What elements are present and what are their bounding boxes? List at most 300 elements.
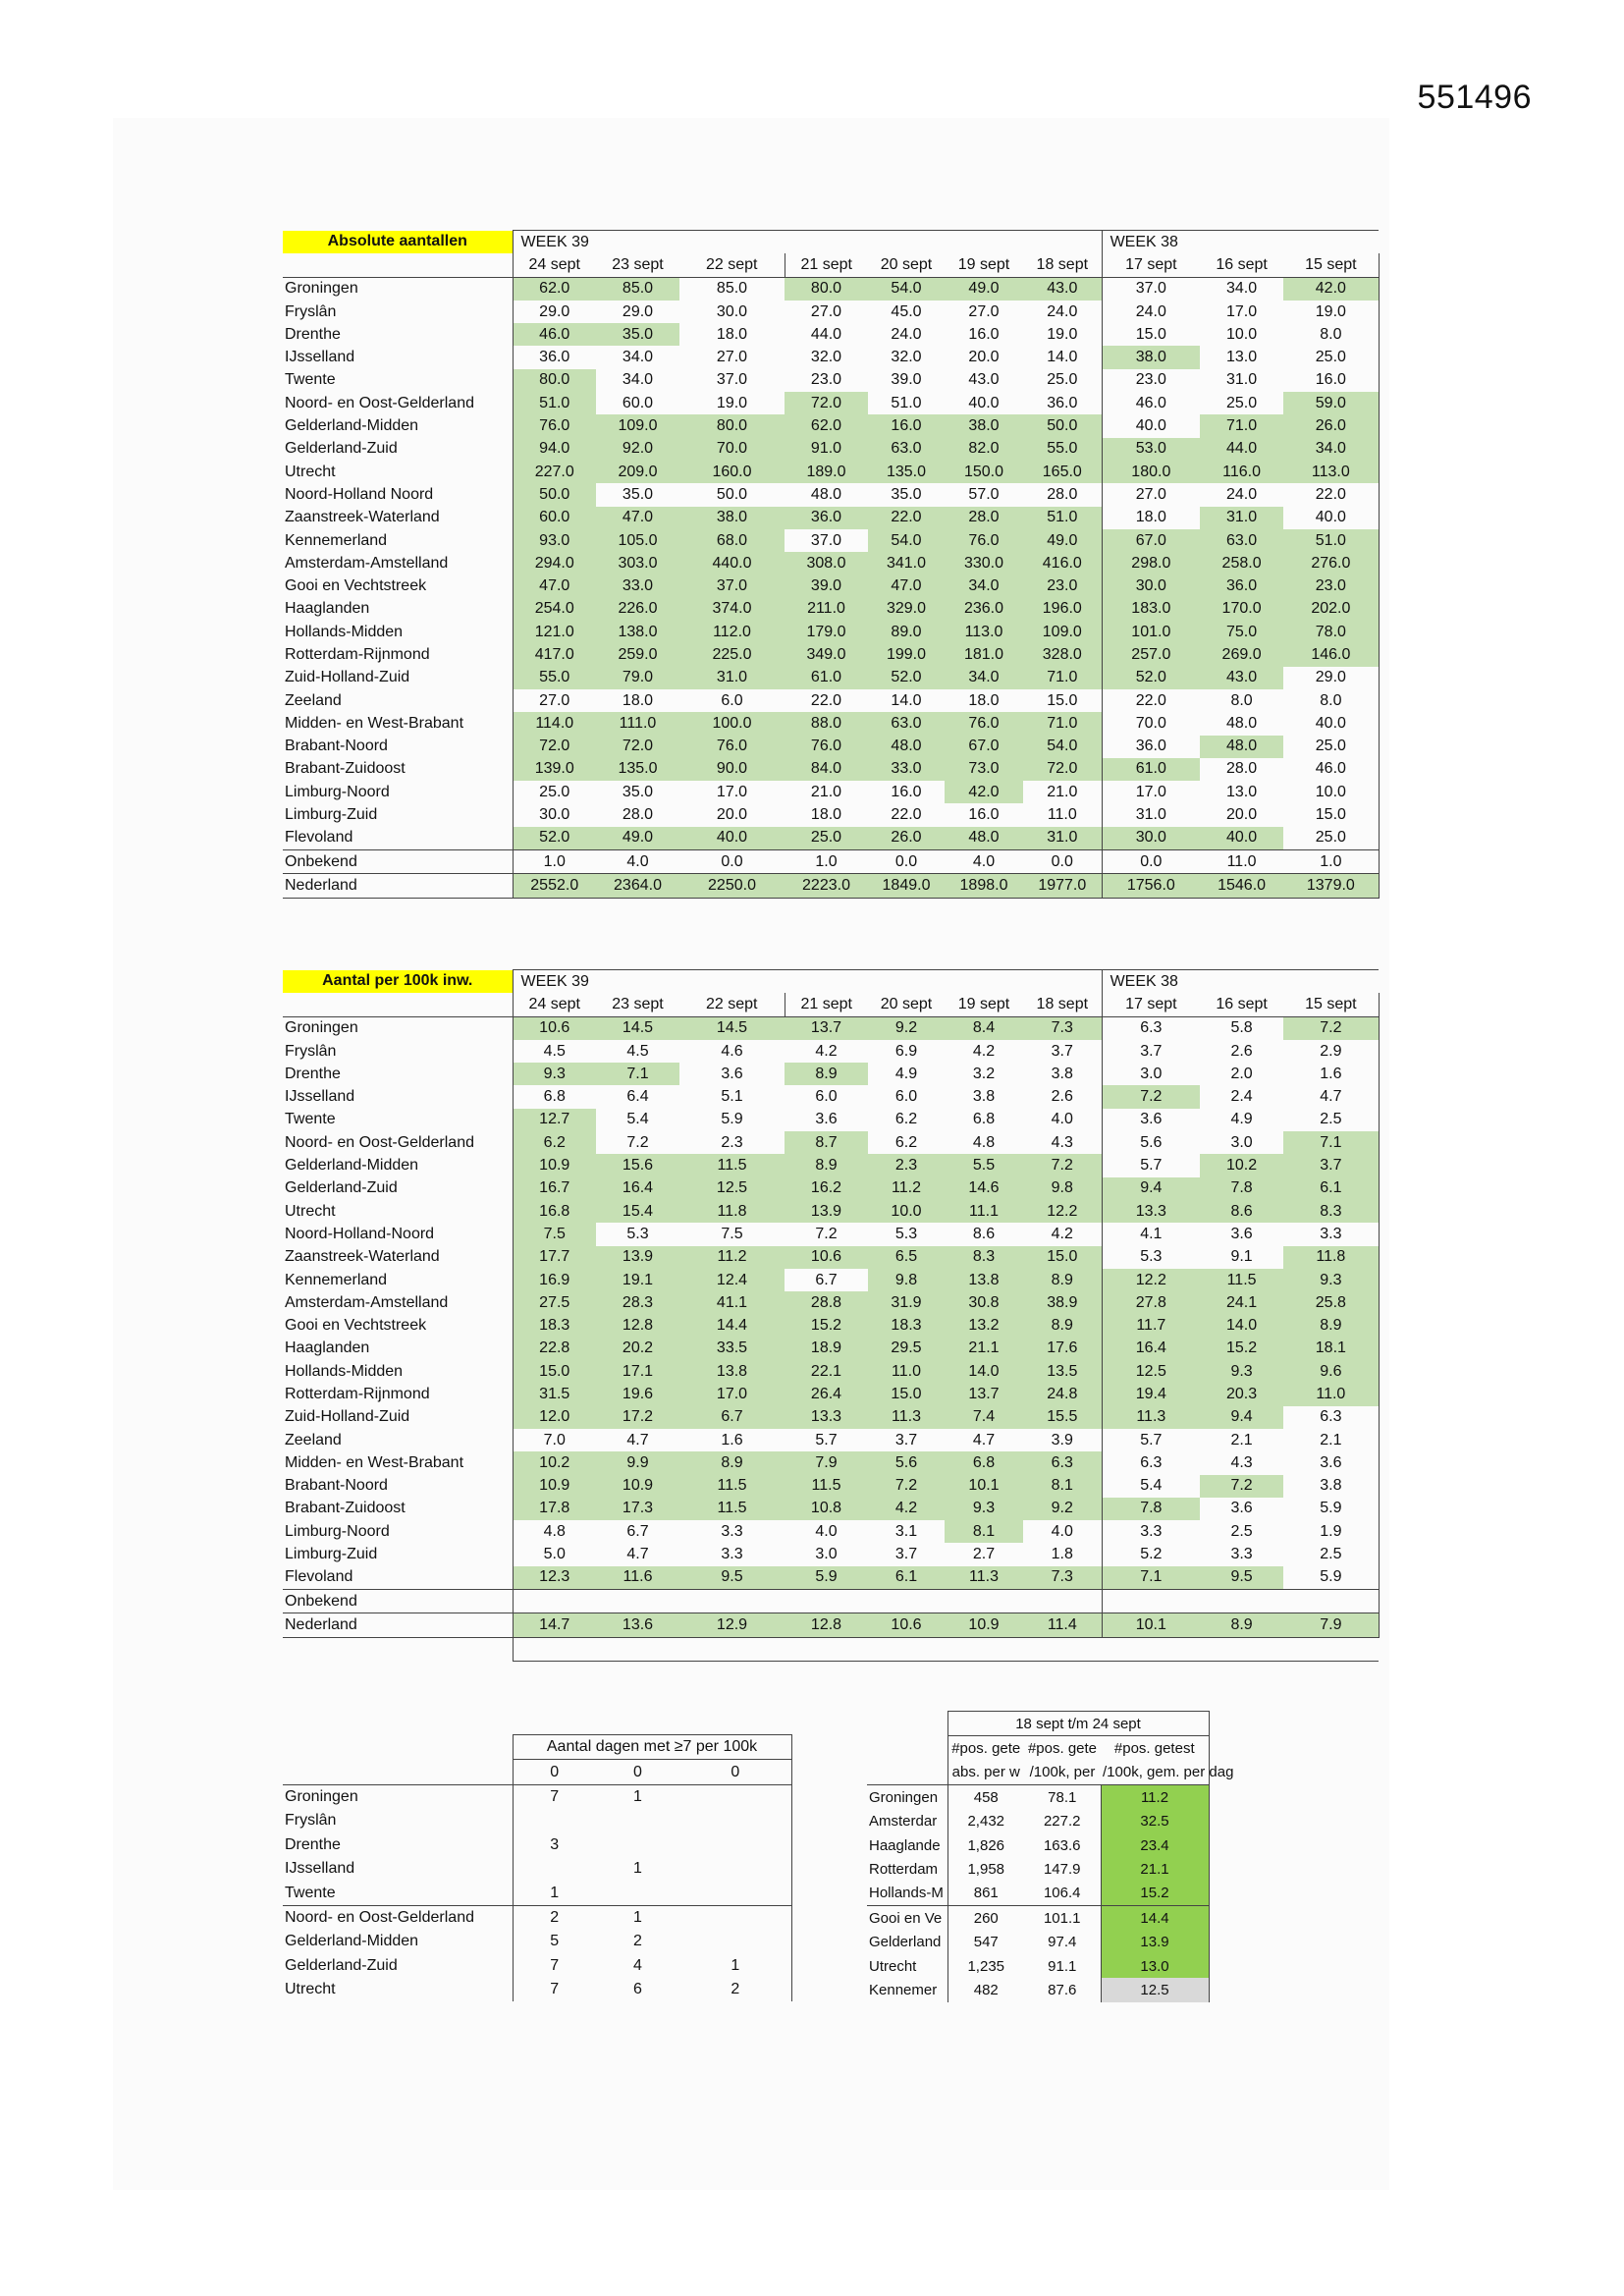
cell-value: 6.8	[945, 1451, 1023, 1474]
cell-value: 25.8	[1283, 1291, 1379, 1314]
summary-title-row	[867, 1712, 1209, 1736]
cell-value: 7.5	[721, 1225, 743, 1242]
cell-value: 179.0	[785, 621, 868, 643]
cell-value	[1200, 1590, 1283, 1613]
cell-value: 7.2	[868, 1475, 945, 1498]
cell-value: 3.8	[1283, 1475, 1379, 1498]
cell-value: 8.6	[972, 1225, 996, 1242]
cell-value: 10.1	[945, 1475, 1023, 1498]
cell-value: 1849.0	[868, 874, 945, 898]
cell-value: 5.5	[945, 1154, 1023, 1176]
cell-value: 13.7	[785, 1016, 868, 1040]
region-name: Rotterdam	[869, 1861, 939, 1879]
cell-value: 4.0	[1051, 1522, 1073, 1540]
cell-value: 6.0	[815, 1088, 838, 1106]
cell-value: 9.3	[513, 1063, 596, 1085]
cell-value: 35.0	[622, 783, 654, 800]
cell-value: 2364.0	[596, 874, 679, 898]
cell-value: 9.4	[1102, 1177, 1200, 1200]
cell-value: 40.0	[1200, 827, 1283, 850]
cell-value: 2.3	[721, 1133, 743, 1151]
cell-value: 55.0	[1023, 438, 1102, 461]
region-name: Flevoland	[285, 829, 353, 847]
cell-value: 62.0	[785, 414, 868, 437]
cell-value: 92.0	[596, 438, 679, 461]
cell-value: 6.4	[626, 1088, 649, 1106]
cell-value: 9.9	[596, 1451, 679, 1474]
cell-value: 15.2	[785, 1314, 868, 1337]
days-subheader: 0	[679, 1760, 791, 1784]
cell-value: 5.3	[1102, 1246, 1200, 1269]
cell-value: 44.0	[1200, 438, 1283, 461]
cell-value: 260	[947, 1906, 1024, 1931]
cell-value: 209.0	[596, 461, 679, 483]
region-name: Twente	[285, 1111, 336, 1128]
cell-value: 17.6	[1023, 1338, 1102, 1360]
cell-value: 12.8	[785, 1613, 868, 1637]
cell-value: 42.0	[945, 781, 1023, 803]
table-row	[867, 1810, 1209, 1833]
region-name: Midden- en West-Brabant	[285, 1453, 464, 1471]
region-name: Noord- en Oost-Gelderland	[283, 1905, 513, 1930]
cell-value: 91.1	[1048, 1957, 1077, 1975]
table-row	[283, 1451, 1379, 1474]
cell-value: 2250.0	[679, 874, 785, 898]
cell-value: 109.0	[596, 414, 679, 437]
date-header: 15 sept	[1283, 993, 1379, 1016]
cell-value: 5.2	[1102, 1543, 1200, 1565]
cell-value: 54.0	[868, 277, 945, 301]
cell-value: 18.0	[622, 691, 654, 709]
cell-value: 29.5	[868, 1338, 945, 1360]
cell-value: 16.4	[596, 1177, 679, 1200]
cell-value: 3.7	[1051, 1042, 1073, 1060]
weekly-summary-table	[867, 1711, 1234, 2002]
cell-value: 87.6	[1048, 1981, 1077, 1998]
cell-value: 18.3	[868, 1314, 945, 1337]
cell-value: 6.1	[868, 1566, 945, 1590]
cell-value: 1.0	[1283, 850, 1379, 874]
cell-value: 12.5	[679, 1177, 785, 1200]
cell-value: 1.6	[721, 1431, 743, 1449]
cell-value: 46.0	[513, 323, 596, 346]
cell-value	[1023, 1590, 1102, 1613]
table-row	[283, 621, 1379, 643]
cell-value: 2.7	[972, 1546, 996, 1563]
cell-value: 3.3	[1230, 1546, 1253, 1563]
cell-value: 15.0	[1023, 1246, 1102, 1269]
cell-value: 3.2	[972, 1065, 996, 1082]
week-b-label: WEEK 38	[1102, 231, 1379, 254]
cell-value: 52.0	[513, 827, 596, 850]
cell-value: 40.0	[1283, 507, 1379, 529]
cell-value: 135.0	[868, 461, 945, 483]
cell-value: 5.9	[785, 1566, 868, 1590]
cell-value: 84.0	[785, 758, 868, 781]
cell-value: 24.0	[891, 325, 922, 343]
cell-value: 63.0	[868, 438, 945, 461]
blank-cell	[283, 1637, 513, 1661]
table-row	[283, 1246, 1379, 1269]
cell-value: 180.0	[1102, 461, 1200, 483]
cell-value: 15.0	[1102, 323, 1200, 346]
table-row	[283, 301, 1379, 323]
cell-value: 12.2	[1023, 1200, 1102, 1223]
cell-value: 9.8	[868, 1269, 945, 1291]
cell-value: 49.0	[1023, 529, 1102, 552]
cell-value: 113.0	[945, 621, 1023, 643]
cell-value: 440.0	[679, 552, 785, 574]
cell-value: 37.0	[716, 371, 748, 389]
cell-value: 15.2	[1200, 1338, 1283, 1360]
cell-value: 24.0	[1047, 302, 1078, 320]
table-row	[283, 1200, 1379, 1223]
cell-value: 32.0	[810, 349, 842, 366]
cell-value: 85.0	[596, 277, 679, 301]
table-row	[283, 1383, 1379, 1405]
cell-value: 2.1	[1230, 1431, 1253, 1449]
table-row	[867, 1785, 1209, 1810]
cell-value: 298.0	[1102, 552, 1200, 574]
cell-value: 8.9	[679, 1451, 785, 1474]
cell-value: 330.0	[945, 552, 1023, 574]
cell-value: 138.0	[596, 621, 679, 643]
cell-value: 2	[679, 1978, 791, 2001]
table-row	[283, 552, 1379, 574]
cell-value: 135.0	[596, 758, 679, 781]
cell-value: 17.0	[679, 1383, 785, 1405]
cell-value: 28.0	[945, 507, 1023, 529]
cell-value: 76.0	[945, 529, 1023, 552]
per-100k-table	[283, 969, 1380, 1662]
cell-value: 329.0	[868, 598, 945, 621]
summary-header: #pos. getest	[1101, 1736, 1209, 1761]
cell-value: 76.0	[945, 712, 1023, 735]
cell-value: 1546.0	[1200, 874, 1283, 898]
cell-value: 37.0	[1102, 277, 1200, 301]
cell-value: 4.9	[894, 1065, 918, 1082]
cell-value: 8.0	[1283, 689, 1379, 712]
cell-value: 17.3	[596, 1498, 679, 1520]
cell-value: 19.4	[1102, 1383, 1200, 1405]
cell-value: 22.0	[1102, 689, 1200, 712]
cell-value: 70.0	[679, 438, 785, 461]
cell-value: 27.0	[810, 302, 842, 320]
cell-value: 17.2	[596, 1406, 679, 1429]
cell-value: 60.0	[622, 394, 654, 411]
cell-value: 13.3	[785, 1406, 868, 1429]
table-row	[283, 1475, 1379, 1498]
cell-value: 2.6	[1230, 1042, 1253, 1060]
cell-value: 8.3	[945, 1246, 1023, 1269]
cell-value: 31.0	[679, 667, 785, 689]
cell-value: 226.0	[596, 598, 679, 621]
cell-value: 35.0	[622, 485, 654, 503]
blank-header	[867, 1712, 947, 1736]
cell-value: 36.0	[1200, 574, 1283, 597]
cell-value: 139.0	[513, 758, 596, 781]
cell-value	[785, 1590, 868, 1613]
table-row	[867, 1978, 1209, 2001]
region-name: Nederland	[283, 874, 513, 898]
region-name: Noord- en Oost-Gelderland	[285, 1133, 474, 1151]
cell-value: 34.0	[945, 574, 1023, 597]
cell-value: 416.0	[1023, 552, 1102, 574]
summary-header-row-2	[867, 1761, 1209, 1785]
cell-value: 11.2	[868, 1177, 945, 1200]
cell-value: 17.0	[716, 783, 748, 800]
cell-value: 17.1	[596, 1360, 679, 1383]
cell-value: 12.4	[679, 1269, 785, 1291]
cell-value: 328.0	[1023, 643, 1102, 666]
cell-value: 43.0	[968, 371, 1000, 389]
cell-value: 24.8	[1023, 1383, 1102, 1405]
cell-value: 165.0	[1023, 461, 1102, 483]
date-header: 23 sept	[596, 253, 679, 277]
cell-value: 9.4	[1200, 1406, 1283, 1429]
cell-value: 1,235	[947, 1954, 1024, 1978]
cell-value: 37.0	[679, 574, 785, 597]
cell-value: 72.0	[596, 736, 679, 758]
cell-value: 113.0	[1283, 461, 1379, 483]
cell-value: 3.8	[972, 1088, 996, 1106]
cell-value: 4.0	[596, 850, 679, 874]
summary-header: /100k, gem. per dag	[1101, 1761, 1209, 1785]
region-name: Gelderland-Midden	[285, 1933, 419, 1950]
cell-value: 48.0	[1226, 714, 1258, 732]
cell-value	[945, 1590, 1023, 1613]
cell-value: 30.0	[716, 302, 748, 320]
cell-value: 3.8	[1051, 1065, 1073, 1082]
cell-value: 6.2	[894, 1133, 918, 1151]
cell-value: 22.0	[810, 691, 842, 709]
cell-value: 27.5	[513, 1291, 596, 1314]
cell-value: 36.0	[1047, 394, 1078, 411]
cell-value: 51.0	[513, 392, 596, 414]
cell-value: 14.0	[1200, 1314, 1283, 1337]
cell-value: 31.0	[1200, 507, 1283, 529]
cell-value: 31.0	[1102, 803, 1200, 826]
cell-value: 1	[679, 1954, 791, 1978]
cell-value: 5.6	[1102, 1131, 1200, 1154]
cell-value: 19.0	[716, 394, 748, 411]
table-row	[867, 1954, 1209, 1978]
table-row	[283, 758, 1379, 781]
cell-value: 6.3	[1102, 1016, 1200, 1040]
region-name: Twente	[285, 371, 336, 389]
cell-value: 27.0	[1102, 483, 1200, 506]
region-name: Midden- en West-Brabant	[285, 714, 464, 732]
region-name: Noord- en Oost-Gelderland	[285, 394, 474, 411]
cell-value: 10.0	[1226, 325, 1258, 343]
table-row	[283, 438, 1379, 461]
cell-value: 16.4	[1102, 1338, 1200, 1360]
cell-value: 3.7	[894, 1431, 918, 1449]
table-row	[283, 483, 1379, 506]
cell-value: 3.6	[1102, 1109, 1200, 1131]
table-row	[283, 323, 1379, 346]
cell-value: 14.0	[1047, 349, 1078, 366]
summary-header-row-1	[867, 1736, 1209, 1761]
cell-value: 71.0	[1023, 712, 1102, 735]
cell-value: 211.0	[785, 598, 868, 621]
cell-value: 4.0	[815, 1522, 838, 1540]
cell-value: 20.0	[968, 349, 1000, 366]
cell-value: 22.1	[785, 1360, 868, 1383]
region-name: Groningen	[285, 280, 358, 298]
cell-value: 42.0	[1283, 277, 1379, 301]
region-name: Zaanstreek-Waterland	[285, 1248, 440, 1266]
cell-value: 4.9	[1230, 1111, 1253, 1128]
cell-value: 27.0	[716, 349, 748, 366]
week-a-label: WEEK 39	[513, 231, 1102, 254]
cell-value: 10.2	[513, 1451, 596, 1474]
table-row	[283, 1543, 1379, 1565]
cell-value: 11.0	[1200, 850, 1283, 874]
cell-value: 3.6	[1230, 1225, 1253, 1242]
table-row	[283, 1085, 1379, 1108]
cell-value: 63.0	[1200, 529, 1283, 552]
cell-value	[596, 1833, 679, 1857]
cell-value: 50.0	[1023, 414, 1102, 437]
cell-value: 18.0	[716, 325, 748, 343]
cell-value: 40.0	[679, 827, 785, 850]
region-name: Groningen	[285, 1787, 358, 1805]
table-row	[283, 1590, 1379, 1613]
cell-value: 257.0	[1102, 643, 1200, 666]
cell-value: 2.5	[1230, 1522, 1253, 1540]
region-name: Zaanstreek-Waterland	[285, 509, 440, 526]
cell-value: 9.3	[1200, 1360, 1283, 1383]
cell-value	[679, 1833, 791, 1857]
table-row	[283, 1154, 1379, 1176]
cell-value: 5.0	[513, 1543, 596, 1565]
cell-value: 15.0	[868, 1383, 945, 1405]
cell-value: 10.6	[868, 1613, 945, 1637]
region-name: Utrecht	[285, 1202, 336, 1220]
cell-value: 78.1	[1048, 1788, 1077, 1806]
cell-value: 33.5	[679, 1338, 785, 1360]
cell-value: 24.0	[1102, 301, 1200, 323]
table-row	[283, 1930, 791, 1953]
cell-value: 51.0	[1283, 529, 1379, 552]
cell-value: 4.3	[1051, 1133, 1073, 1151]
cell-value: 48.0	[1200, 736, 1283, 758]
region-name: IJsselland	[285, 1860, 355, 1878]
table-row	[283, 1131, 1379, 1154]
cell-value: 236.0	[945, 598, 1023, 621]
cell-value: 14.5	[679, 1016, 785, 1040]
cell-value: 303.0	[596, 552, 679, 574]
table-row	[283, 1109, 1379, 1131]
cell-value: 7	[513, 1784, 596, 1809]
cell-value	[596, 1881, 679, 1905]
cell-value: 27.0	[513, 689, 596, 712]
region-name: Drenthe	[285, 1835, 341, 1853]
date-header: 15 sept	[1283, 253, 1379, 277]
cell-value: 61.0	[785, 667, 868, 689]
cell-value: 10.1	[1102, 1613, 1200, 1637]
cell-value: 349.0	[785, 643, 868, 666]
cell-value: 9.8	[1023, 1177, 1102, 1200]
cell-value: 12.3	[513, 1566, 596, 1590]
cell-value: 11.5	[1200, 1269, 1283, 1291]
table-row	[283, 1291, 1379, 1314]
cell-value: 32.5	[1101, 1810, 1209, 1833]
cell-value: 2,432	[947, 1810, 1024, 1833]
cell-value: 258.0	[1200, 552, 1283, 574]
cell-value: 13.9	[785, 1200, 868, 1223]
region-name: Onbekend	[283, 1590, 513, 1613]
cell-value: 36.0	[513, 346, 596, 368]
cell-value: 80.0	[785, 277, 868, 301]
table-row	[283, 1613, 1379, 1637]
cell-value: 34.0	[945, 667, 1023, 689]
table-row	[283, 1566, 1379, 1590]
cell-value: 13.9	[1101, 1931, 1209, 1954]
cell-value: 11.2	[679, 1246, 785, 1269]
cell-value: 547	[947, 1931, 1024, 1954]
cell-value: 20.0	[1226, 806, 1258, 824]
cell-value: 9.2	[1023, 1498, 1102, 1520]
table-row	[283, 1040, 1379, 1063]
cell-value: 31.9	[868, 1291, 945, 1314]
table-row	[283, 689, 1379, 712]
table-row	[283, 803, 1379, 826]
cell-value: 276.0	[1283, 552, 1379, 574]
cell-value: 13.0	[1101, 1954, 1209, 1978]
cell-value: 23.0	[1102, 369, 1200, 392]
cell-value: 1,826	[947, 1833, 1024, 1857]
region-name: Limburg-Zuid	[285, 806, 378, 824]
table-row	[867, 1857, 1209, 1881]
cell-value: 79.0	[596, 667, 679, 689]
cell-value: 67.0	[945, 736, 1023, 758]
cell-value: 2.4	[1230, 1088, 1253, 1106]
cell-value: 294.0	[513, 552, 596, 574]
cell-value: 51.0	[1023, 507, 1102, 529]
cell-value: 17.7	[513, 1246, 596, 1269]
cell-value: 11.6	[596, 1566, 679, 1590]
cell-value: 3.0	[815, 1546, 838, 1563]
cell-value: 15.2	[1101, 1882, 1209, 1906]
table-row	[283, 1954, 791, 1978]
cell-value: 89.0	[868, 621, 945, 643]
cell-value: 5.4	[1102, 1475, 1200, 1498]
cell-value: 0.0	[1023, 850, 1102, 874]
cell-value: 29.0	[622, 302, 654, 320]
cell-value: 11.8	[679, 1200, 785, 1223]
cell-value	[679, 1809, 791, 1832]
cell-value: 8.0	[1283, 323, 1379, 346]
cell-value: 8.4	[945, 1016, 1023, 1040]
cell-value: 22.8	[513, 1338, 596, 1360]
cell-value: 5.4	[626, 1111, 649, 1128]
region-name: Brabant-Zuidoost	[285, 760, 406, 778]
table-row	[867, 1931, 1209, 1954]
cell-value: 25.0	[785, 827, 868, 850]
table-row	[283, 781, 1379, 803]
cell-value: 72.0	[785, 392, 868, 414]
region-name: Rotterdam-Rijnmond	[285, 645, 430, 663]
cell-value: 146.0	[1283, 643, 1379, 666]
cell-value: 6.2	[513, 1131, 596, 1154]
cell-value: 5.9	[721, 1111, 743, 1128]
cell-value: 9.3	[945, 1498, 1023, 1520]
cell-value: 10.0	[868, 1200, 945, 1223]
cell-value: 8.1	[1023, 1475, 1102, 1498]
cell-value: 63.0	[868, 712, 945, 735]
